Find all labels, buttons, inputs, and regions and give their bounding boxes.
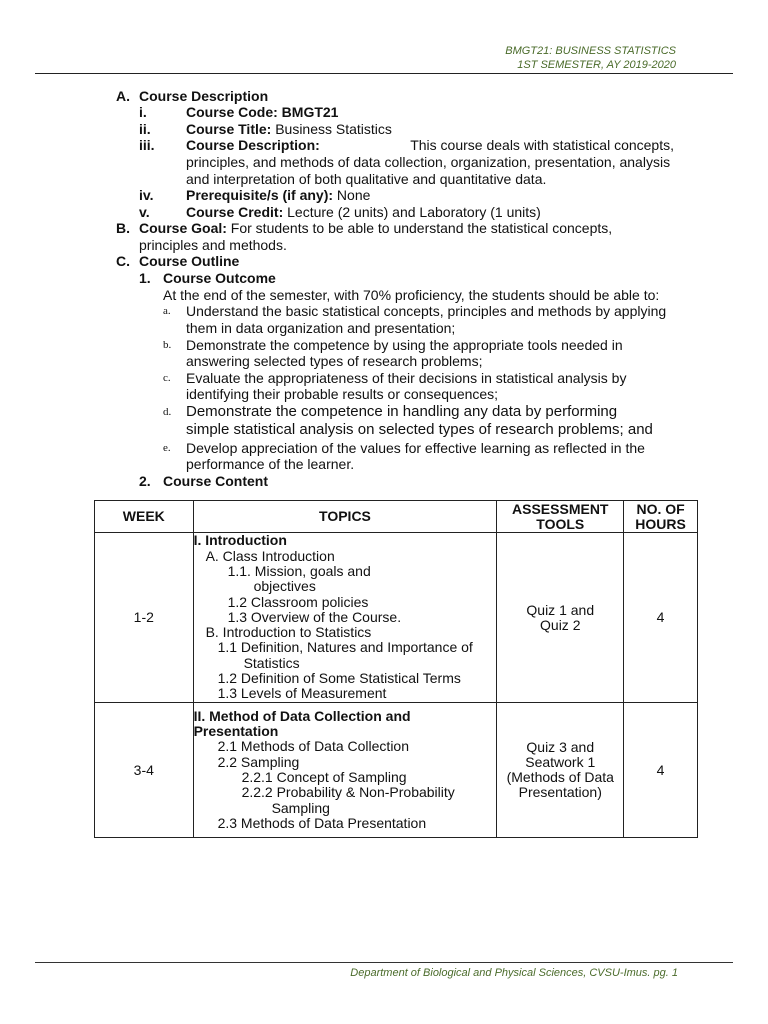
table-header-row — [95, 501, 698, 533]
header-rule — [35, 73, 733, 74]
prerequisite: Prerequisite/s (if any): None — [186, 187, 371, 203]
topic-line: 1.1. Mission, goals and — [227, 562, 371, 579]
course-goal: Course Goal: For students to be able to understand the statistical concepts, — [139, 220, 613, 236]
week-cell: 1-2 — [95, 533, 194, 703]
outcome-a-line2: them in data organization and presentation; — [186, 320, 456, 336]
topic-line: Presentation — [193, 723, 279, 740]
section-a-marker: A. — [116, 88, 130, 104]
outcome-c-line2: identifying their probable results or consequences; — [186, 386, 499, 402]
table-row — [95, 533, 698, 703]
header-assessment: ASSESSMENT TOOLS — [497, 501, 624, 533]
topic-line: 1.3 Overview of the Course. — [227, 608, 402, 625]
hours-cell: 4 — [624, 533, 698, 703]
course-goal-line2: principles and methods. — [139, 237, 287, 253]
topics-cell — [193, 703, 497, 838]
outcome-e-line2: performance of the learner. — [186, 456, 355, 472]
item-iii-num: iii. — [139, 137, 155, 153]
outcome-e-letter: e. — [163, 442, 171, 454]
topic-line: II. Method of Data Collection and — [193, 707, 411, 724]
topic-line: 2.3 Methods of Data Presentation — [217, 814, 427, 831]
topic-line: 2.1 Methods of Data Collection — [217, 738, 410, 755]
outcome-a-line1: Understand the basic statistical concepts, principles and methods by applying — [186, 303, 667, 319]
topic-line: 2.2 Sampling — [217, 753, 300, 770]
outcome-d-letter: d. — [163, 406, 172, 418]
table-row — [95, 703, 698, 838]
header-semester: 1ST SEMESTER, AY 2019-2020 — [517, 59, 676, 71]
course-credit: Course Credit: Lecture (2 units) and Laboratory (1 units) — [186, 204, 541, 220]
hours-cell: 4 — [624, 703, 698, 838]
item-i-num: i. — [139, 104, 147, 120]
course-description-line3: and interpretation of both qualitative and quantitative data. — [186, 171, 547, 187]
outcome-d-line1: Demonstrate the competence in handling any data by performing — [186, 403, 618, 420]
course-description-line1: This course deals with statistical concepts, — [410, 137, 674, 153]
topic-line: 1.1 Definition, Natures and Importance of — [217, 639, 473, 656]
outcome-d-line2: simple statistical analysis on selected types of research problems; and — [186, 421, 653, 438]
course-title: Course Title: Business Statistics — [186, 121, 392, 137]
assessment-line: Quiz 3 and — [526, 739, 595, 755]
assessment-line: (Methods of Data — [506, 769, 614, 785]
week-cell: 3-4 — [95, 703, 194, 838]
topic-line: I. Introduction — [193, 532, 287, 549]
header-hours: NO. OF HOURS — [624, 501, 698, 533]
course-description-line2: principles, and methods of data collection, organization, presentation, analysis — [186, 154, 671, 170]
content-title: Course Content — [163, 473, 268, 489]
course-code: Course Code: BMGT21 — [186, 104, 339, 120]
content-num: 2. — [139, 473, 151, 489]
assessment-cell — [497, 533, 624, 703]
outcome-c-line1: Evaluate the appropriateness of their decisions in statistical analysis by — [186, 370, 627, 386]
assessment-line: Quiz 1 and — [526, 601, 595, 618]
section-c-marker: C. — [116, 253, 130, 269]
section-a-title: Course Description — [139, 88, 269, 104]
header-topics: TOPICS — [193, 501, 497, 533]
assessment-cell — [497, 703, 624, 838]
outcome-b-line1: Demonstrate the competence by using the appropriate tools needed in — [186, 337, 623, 353]
header-course-title: BMGT21: BUSINESS STATISTICS — [505, 45, 676, 57]
header-week: WEEK — [95, 501, 194, 533]
outcome-intro: At the end of the semester, with 70% proficiency, the students should be able to: — [163, 287, 660, 303]
topic-line: 2.2.2 Probability & Non-Probability — [241, 784, 455, 801]
outcome-b-line2: answering selected types of research problems; — [186, 353, 483, 369]
topic-line: 2.2.1 Concept of Sampling — [241, 769, 407, 785]
item-iv-num: iv. — [139, 187, 154, 203]
topic-line: objectives — [253, 578, 316, 595]
section-c-title: Course Outline — [139, 253, 240, 269]
assessment-line: Presentation) — [518, 784, 602, 800]
course-description-label: Course Description: — [186, 137, 320, 153]
course-content-table — [94, 500, 698, 838]
outcome-c-letter: c. — [163, 372, 171, 384]
outcome-a-letter: a. — [163, 305, 171, 317]
assessment-line: Seatwork 1 — [525, 754, 596, 770]
outcome-b-letter: b. — [163, 339, 172, 351]
outcome-num: 1. — [139, 270, 151, 286]
section-b-marker: B. — [116, 220, 130, 236]
topic-line: A. Class Introduction — [205, 547, 335, 564]
topic-line: 1.2 Definition of Some Statistical Terms — [217, 670, 461, 687]
item-ii-num: ii. — [139, 121, 151, 137]
footer-rule — [35, 962, 733, 963]
assessment-line: Quiz 2 — [540, 616, 581, 633]
outcome-e-line1: Develop appreciation of the values for effective learning as reflected in the — [186, 440, 645, 456]
topic-line: Sampling — [271, 799, 330, 816]
item-v-num: v. — [139, 204, 150, 220]
topic-line: 1.2 Classroom policies — [227, 593, 369, 610]
outcome-title: Course Outcome — [163, 270, 276, 286]
topics-cell — [193, 533, 497, 703]
topic-line: B. Introduction to Statistics — [205, 624, 372, 641]
topic-line: Statistics — [243, 654, 300, 671]
topic-line: 1.3 Levels of Measurement — [217, 685, 387, 702]
footer-text: Department of Biological and Physical Sciences, CVSU-Imus. pg. 1 — [350, 967, 678, 979]
